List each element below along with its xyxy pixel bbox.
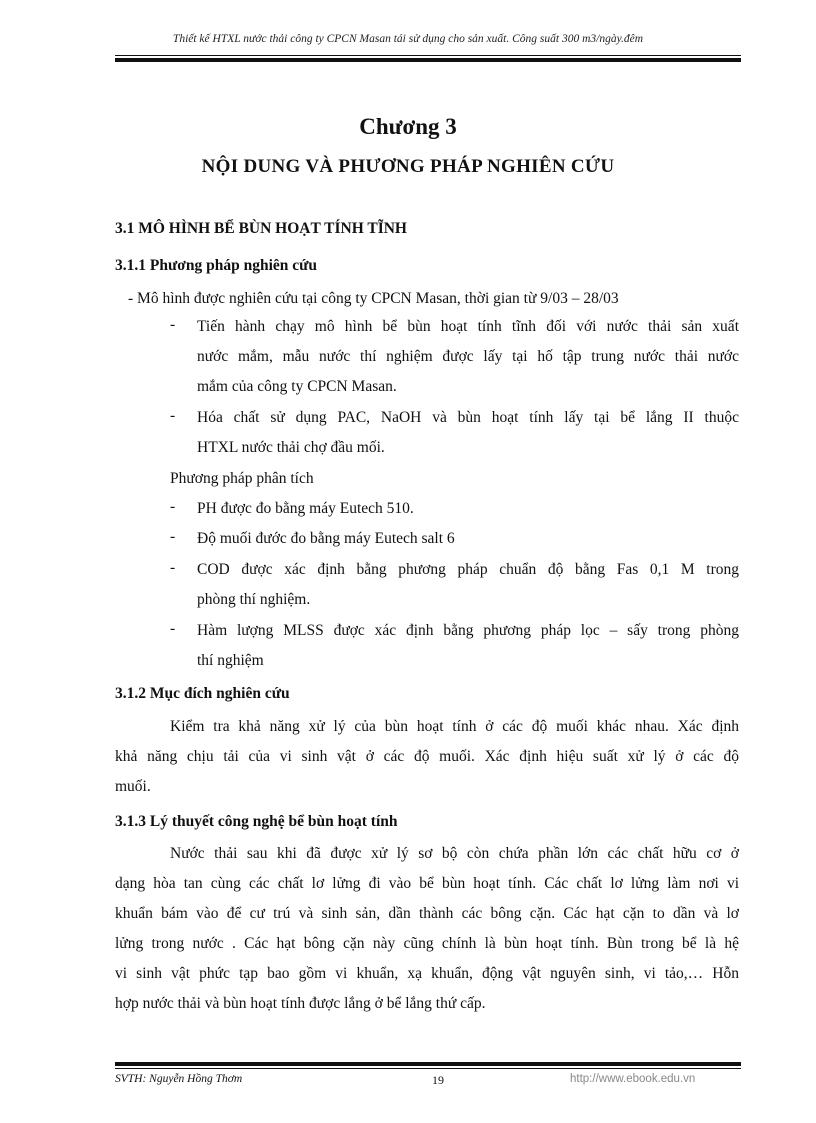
list-item-line: Hóa chất sử dụng PAC, NaOH và bùn hoạt tính lấy tại bể lắng II thuộc: [197, 409, 739, 426]
paragraph-line: muối.: [115, 778, 151, 795]
list-item-line: phòng thí nghiệm.: [197, 591, 311, 608]
page-header: Thiết kế HTXL nước thải công ty CPCN Masan tái sử dụng cho sản xuất. Công suất 300 m3/ngày.đêm: [172, 33, 644, 45]
subsection-heading-3-1-2: 3.1.2 Mục đích nghiên cứu: [115, 685, 290, 702]
analysis-label: Phương pháp phân tích: [170, 470, 314, 487]
subsection-heading-3-1-1: 3.1.1 Phương pháp nghiên cứu: [115, 257, 318, 274]
list-dash: -: [170, 528, 176, 545]
list-item-line: mắm của công ty CPCN Masan.: [197, 378, 397, 395]
list-item-line: COD được xác định bằng phương pháp chuẩn độ bằng Fas 0,1 M trong: [197, 561, 739, 578]
section-heading-3-1: 3.1 MÔ HÌNH BỂ BÙN HOẠT TÍNH TĨNH: [115, 220, 407, 237]
list-item-line: Hàm lượng MLSS được xác định bằng phương pháp lọc – sấy trong phòng: [197, 622, 739, 639]
list-item-line: HTXL nước thải chợ đầu mối.: [197, 439, 385, 456]
paragraph-line: hợp nước thải và bùn hoạt tính được lắng ở bể lắng thứ cấp.: [115, 995, 486, 1012]
list-dash: -: [170, 498, 176, 515]
list-dash: -: [170, 620, 176, 637]
list-item-line: PH được đo bằng máy Eutech 510.: [197, 500, 414, 517]
paragraph-line: dạng hòa tan cùng các chất lơ lửng đi vào bể bùn hoạt tính. Các chất lơ lửng làm nơi vi: [115, 875, 739, 892]
list-item-line: Tiến hành chạy mô hình bể bùn hoạt tính tĩnh đối với nước thải sản xuất: [197, 318, 739, 335]
footer-url[interactable]: http://www.ebook.edu.vn: [570, 1073, 696, 1085]
footer-author: SVTH: Nguyễn Hồng Thơm: [115, 1073, 243, 1085]
list-dash: -: [170, 407, 176, 424]
paragraph-line: Nước thải sau khi đã được xử lý sơ bộ còn chứa phần lớn các chất hữu cơ ở: [170, 845, 739, 862]
paragraph-line: khả năng chịu tải của vi sinh vật ở các độ muối. Xác định hiệu suất xử lý ở các độ: [115, 748, 739, 765]
page-number: 19: [432, 1073, 444, 1087]
subsection-heading-3-1-3: 3.1.3 Lý thuyết công nghệ bể bùn hoạt tính: [115, 813, 398, 830]
paragraph-line: vi sinh vật phức tạp bao gồm vi khuẩn, xạ khuẩn, động vật nguyên sinh, vi tảo,… Hỗn: [115, 965, 739, 982]
header-rule-thick: [115, 58, 741, 62]
list-dash: -: [170, 559, 176, 576]
intro-line: - Mô hình được nghiên cứu tại công ty CPCN Masan, thời gian từ 9/03 – 28/03: [128, 290, 619, 307]
list-dash: -: [170, 316, 176, 333]
list-item-line: nước mắm, mẫu nước thí nghiệm được lấy tại hố tập trung nước thải nước: [197, 348, 739, 365]
chapter-subtitle: NỘI DUNG VÀ PHƯƠNG PHÁP NGHIÊN CỨU: [201, 156, 615, 177]
list-item-line: Độ muối đước đo bằng máy Eutech salt 6: [197, 530, 455, 547]
list-item-line: thí nghiệm: [197, 652, 264, 669]
paragraph-line: Kiểm tra khả năng xử lý của bùn hoạt tính ở các độ muối khác nhau. Xác định: [170, 718, 739, 735]
paragraph-line: lửng trong nước . Các hạt bông cặn này cũng chính là bùn hoạt tính. Bùn trong bể là hệ: [115, 935, 739, 952]
paragraph-line: khuẩn bám vào để cư trú và sinh sản, dần thành các bông cặn. Các hạt cặn to dần và lơ: [115, 905, 739, 922]
footer-rule-thin: [115, 1068, 741, 1069]
header-rule-thin: [115, 55, 741, 56]
chapter-title: Chương 3: [359, 114, 457, 139]
footer-rule-thick: [115, 1062, 741, 1066]
